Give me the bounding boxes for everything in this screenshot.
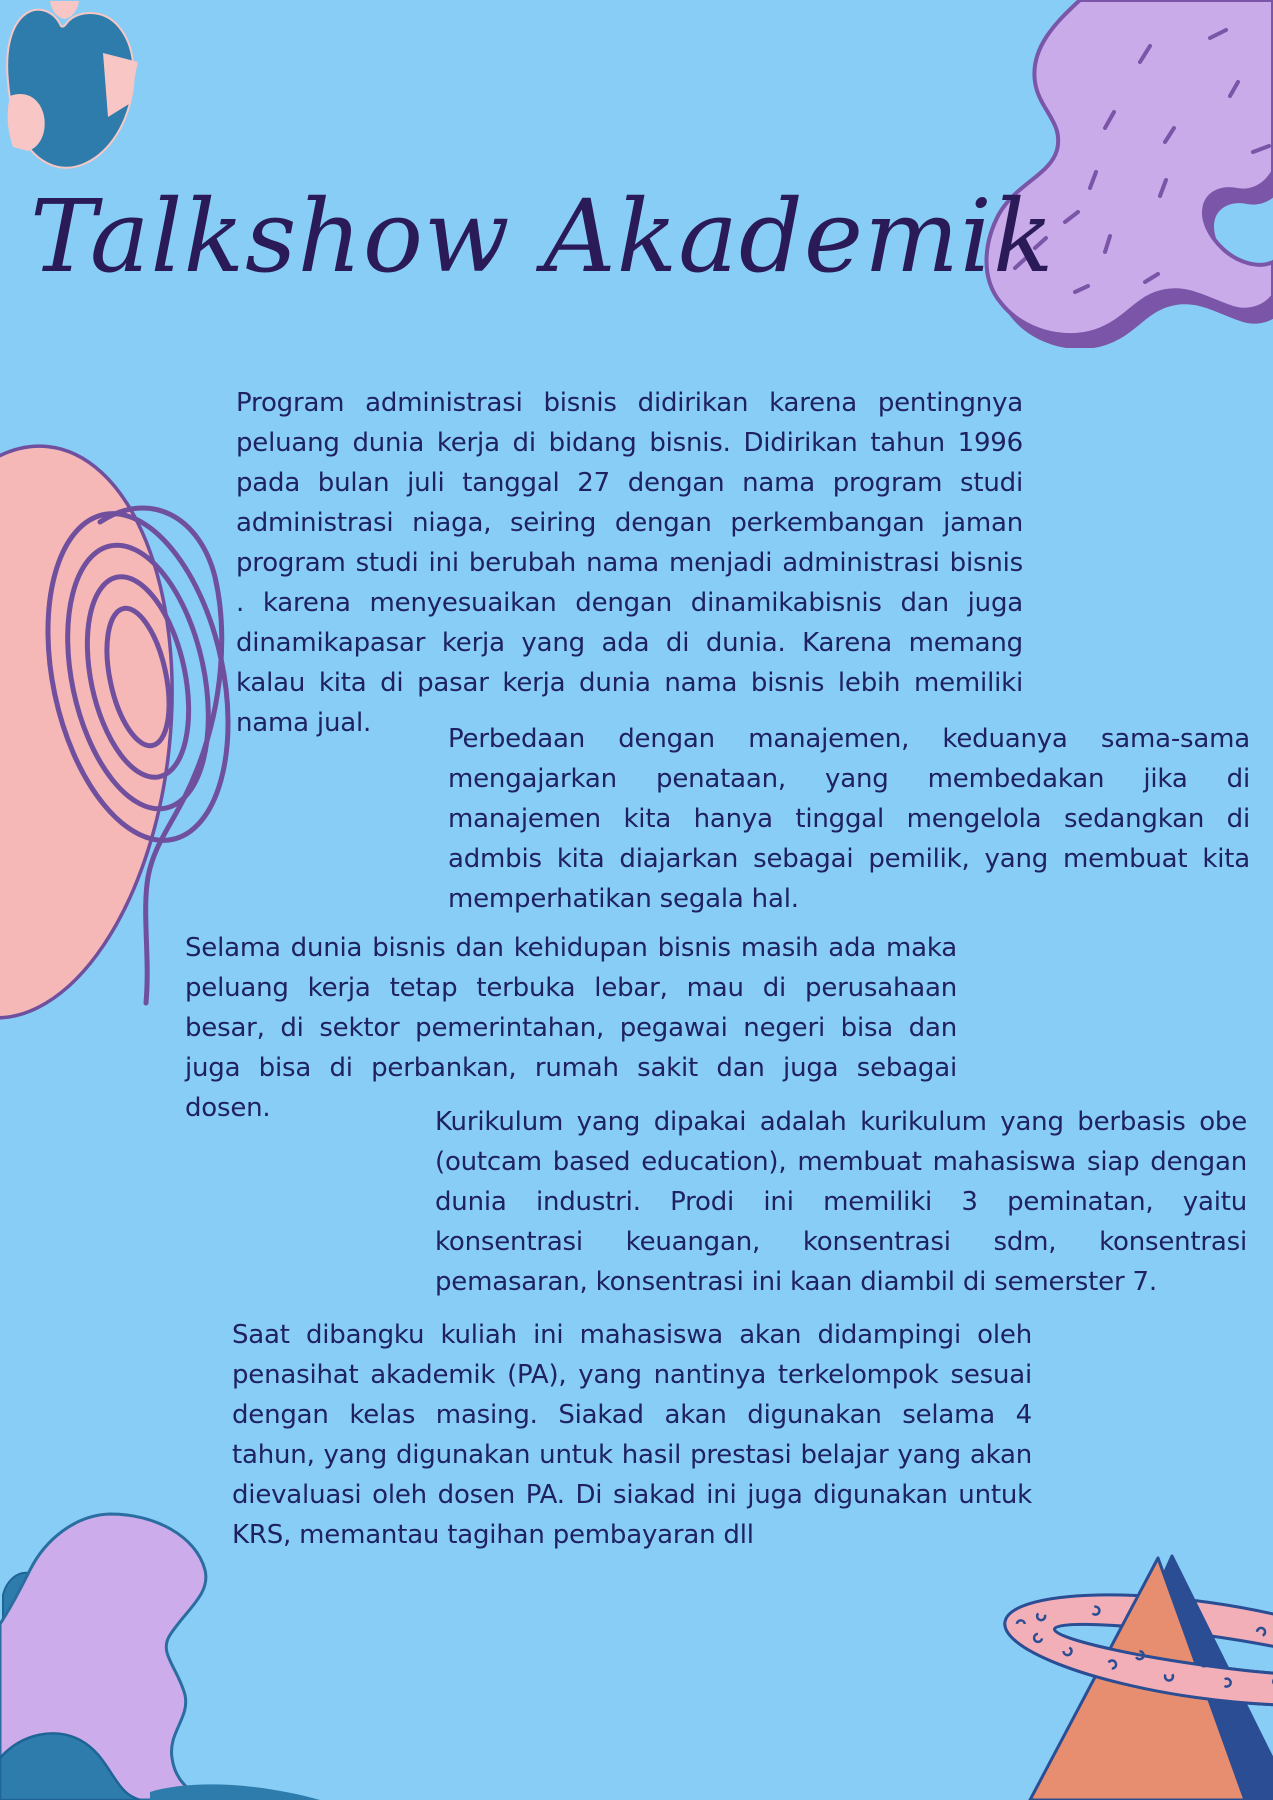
paragraph-curriculum: Kurikulum yang dipakai adalah kurikulum yang berbasis obe (outcam based education), membuat mahasiswa siap dengan dunia industri. Prodi ini memiliki 3 peminatan, yaitu konsentrasi keuangan, konsentrasi sdm, konsentrasi pemasaran, konsentrasi ini kaan diambil di semerster 7. <box>435 1107 1247 1297</box>
sprinkle-blob-icon <box>938 0 1273 348</box>
paragraph-program-history: Program administrasi bisnis didirikan karena pentingnya peluang dunia kerja di bidang bisnis. Didirikan tahun 1996 pada bulan juli tanggal 27 dengan nama program studi administrasi niaga, seiring dengan perkembangan jaman program studi ini berubah nama menjadi administrasi bisnis . karena menyesuaikan dengan dinamikabisnis dan juga dinamikapasar kerja yang ada di dunia. Karena memang kalau kita di pasar kerja dunia nama bisnis lebih memiliki nama jual. <box>236 388 1023 738</box>
paragraph-academic-advisor: Saat dibangku kuliah ini mahasiswa akan didampingi oleh penasihat akademik (PA), yang nantinya terkelompok sesuai dengan kelas masing. Siakad akan digunakan selama 4 tahun, yang digunakan untuk hasil prestasi belajar yang akan dievaluasi oleh dosen PA. Di siakad ini juga digunakan untuk KRS, memantau tagihan pembayaran dll <box>232 1320 1032 1550</box>
triangle-ring-icon <box>963 1538 1273 1800</box>
paragraph-management-difference: Perbedaan dengan manajemen, keduanya sama-sama mengajarkan penataan, yang membedakan jika di manajemen kita hanya tinggal mengelola sedangkan di admbis kita diajarkan sebagai pemilik, yang membuat kita memperhatikan segala hal. <box>448 724 1250 914</box>
paragraph-job-opportunities: Selama dunia bisnis dan kehidupan bisnis masih ada maka peluang kerja tetap terbuka lebar, mau di perusahaan besar, di sektor pemerintahan, pegawai negeri bisa dan juga bisa di perbankan, rumah sakit dan juga sebagai dosen. <box>185 933 957 1123</box>
heart-blob-icon <box>2 0 147 175</box>
page-title: Talkshow Akademik <box>30 178 1055 295</box>
